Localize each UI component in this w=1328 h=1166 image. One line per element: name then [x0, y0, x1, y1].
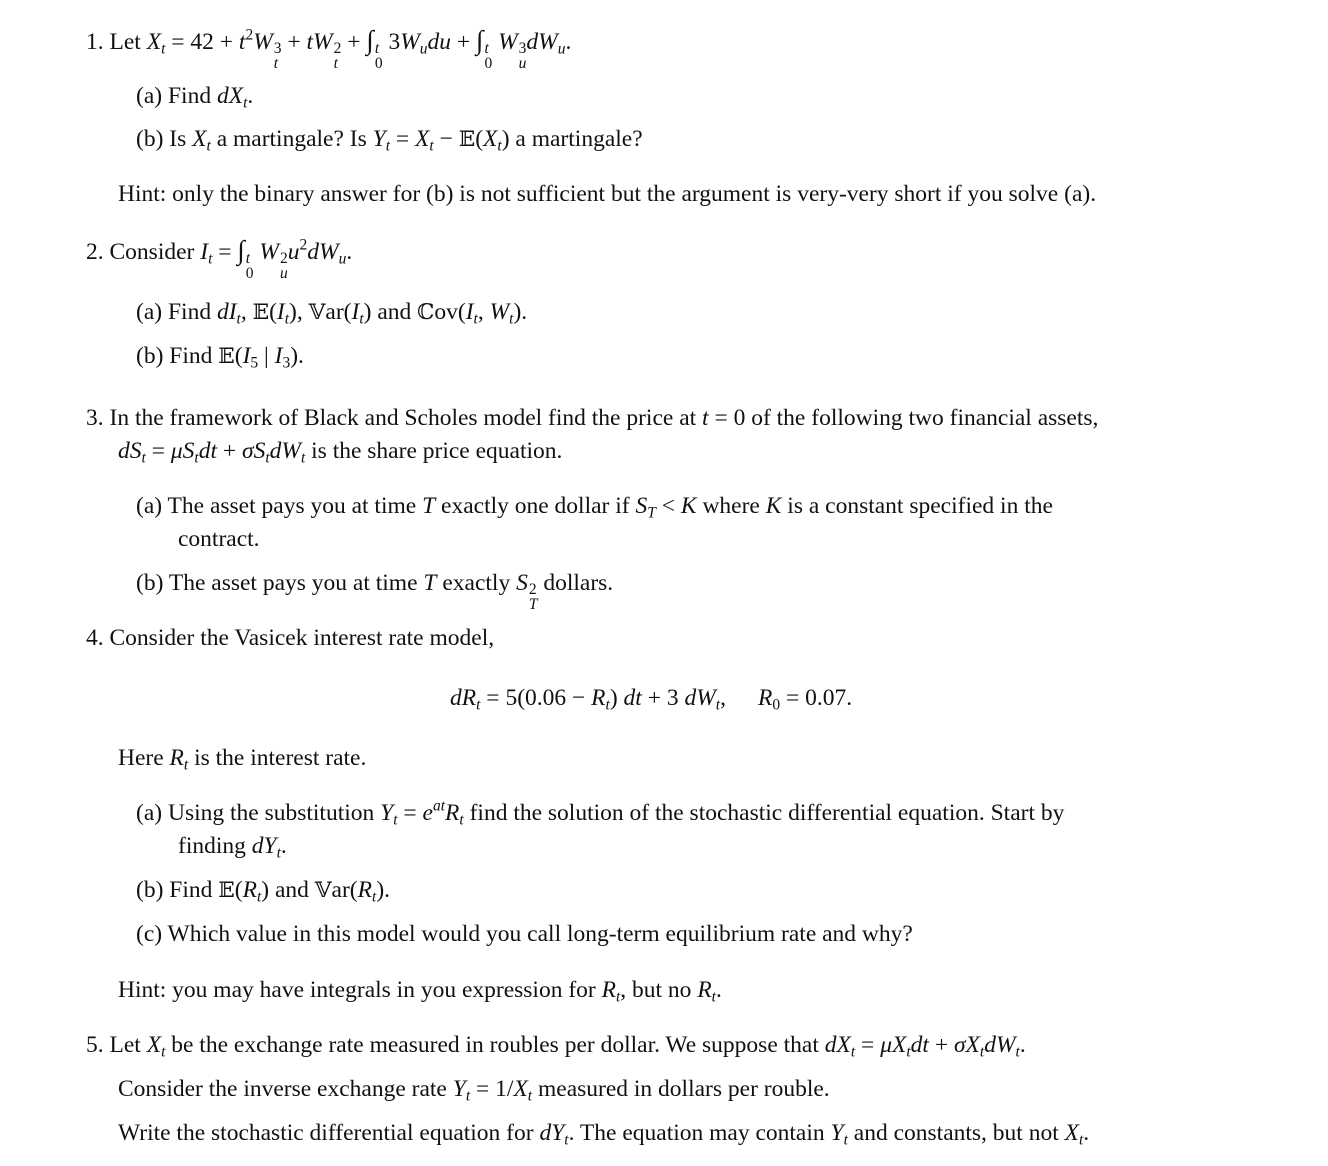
problem-5-text: . The equation may contain	[568, 1120, 825, 1146]
problem-4-lead	[86, 622, 494, 655]
part-text: is a constant specified in the	[787, 493, 1053, 519]
problem-2-lead: Consider	[109, 239, 195, 265]
math-dy-t: $dY_t$	[539, 1120, 569, 1149]
problem-4-text: is the interest rate.	[194, 745, 367, 771]
problem-2-number: 2.	[86, 239, 104, 265]
problem-4-text: Consider the Vasicek interest rate model,	[109, 625, 495, 651]
hint-text: , but no	[620, 977, 692, 1003]
equation-vasicek: $dR_t = 5(0.06 - R_t)$ dt + 3 $dW_t$, $R_0 = 0.07$.	[450, 685, 853, 714]
problem-5-text: and constants, but not	[853, 1120, 1059, 1146]
part-text: The asset pays you at time	[167, 493, 417, 519]
equation-exchange: $dX_t = \mu X_tdt + \sigma X_tdW_t$.	[824, 1032, 1026, 1061]
math-di-e-var: $dI_t$, $𝔼(I_t)$, $𝕍ar(I_t)$	[216, 299, 372, 328]
part-label: (c)	[136, 921, 163, 947]
hint-text: Hint: you may have integrals in you expression for	[118, 977, 596, 1003]
part-label: (a)	[136, 299, 163, 325]
problem-2-part-b	[136, 340, 304, 373]
part-text: The asset pays you at time	[168, 570, 418, 596]
part-text: a martingale?	[515, 126, 643, 152]
problem-3-text: In the framework of Black and Scholes model find the price at	[109, 405, 697, 431]
problem-1-part-b	[136, 123, 643, 156]
problem-5-text: Consider the inverse exchange rate	[118, 1076, 447, 1102]
equation-x-t: $X_t = 42 + t^2W$ 3 t + tW 2 t + ∫ t 0 $3W_udu$ + ∫ t 0 W 3 u $dW_u$.	[146, 25, 572, 73]
math-s-t-squared: S 2 T	[516, 570, 538, 614]
math-e-r: $𝔼(R_t)$	[218, 877, 270, 906]
problem-5-text: be the exchange rate measured in roubles per dollar. We suppose that	[171, 1032, 819, 1058]
math-dy-t: $dY_t$	[251, 833, 281, 862]
math-inverse: $Y_t = 1/X_t$	[452, 1076, 533, 1105]
problem-3-text: is the share price equation.	[311, 438, 563, 464]
problem-4-text: Here	[118, 745, 164, 771]
math-x-t: $X_t$	[146, 1032, 166, 1061]
problem-5-line-2	[118, 1073, 830, 1106]
part-text: Find	[169, 343, 213, 369]
math-y-t-def: $Y_t = X_t$ − $𝔼(X_t)$	[372, 126, 510, 155]
problem-4-part-b	[136, 874, 390, 907]
math-K: K	[765, 493, 782, 519]
part-text: Find	[167, 299, 212, 325]
part-text: and	[274, 877, 309, 903]
problem-4-part-a	[136, 797, 1064, 830]
math-cond-exp: $𝔼(I_5$ | $I_3$).	[218, 343, 304, 372]
math-x-t: $X_t$	[192, 126, 211, 155]
math-var-r: $𝕍ar(R_t)$.	[314, 877, 391, 906]
math-dx-t: $dX_t$	[216, 83, 248, 112]
problem-5-line-3: Write the stochastic differential equation for $dY_t$. The equation may contain $Y_t$ and constants, but not $X_t$.	[118, 1120, 1090, 1149]
problem-2-part-a	[136, 296, 527, 329]
problem-4-number: 4.	[86, 625, 104, 651]
math-x-t: $X_t$	[1064, 1120, 1084, 1149]
part-text: dollars.	[543, 570, 614, 596]
problem-2-statement	[86, 234, 352, 282]
part-label: (a)	[136, 800, 163, 826]
part-text: Using the substitution	[167, 800, 375, 826]
math-t-zero: t = 0	[702, 405, 746, 431]
problem-3-line-2	[118, 435, 562, 468]
part-label: (b)	[136, 126, 164, 152]
math-y-t: $Y_t$	[830, 1120, 848, 1149]
math-T: T	[423, 570, 437, 596]
part-text: find the solution of the stochastic differential equation. Start by	[469, 800, 1065, 826]
part-text: exactly one dollar if	[441, 493, 630, 519]
problem-5-text: measured in dollars per rouble.	[537, 1076, 830, 1102]
problem-1-hint: Hint: only the binary answer for (b) is not sufficient but the argument is very-very short if you solve (a).	[118, 181, 1097, 207]
problem-3-number: 3.	[86, 405, 104, 431]
math-T: T	[422, 493, 436, 519]
problem-3-text: of the following two financial assets,	[751, 405, 1099, 431]
math-st-lt-k: $S_T < K$	[635, 493, 697, 522]
problem-4-part-a-cont: finding $dY_t$.	[178, 833, 287, 862]
math-r-t: $R_t$	[601, 977, 621, 1006]
part-text: Which value in this model would you call long-term equilibrium rate and why?	[167, 921, 913, 947]
part-label: (a)	[136, 83, 163, 109]
problem-1-part-a: (a) Find $dX_t$.	[136, 83, 254, 112]
part-label: (b)	[136, 877, 164, 903]
math-cov: $ℂov(I_t$, $W_t$).	[417, 299, 528, 328]
part-text: Find	[169, 877, 213, 903]
problem-1-statement	[86, 24, 571, 72]
problem-5-text: Let	[109, 1032, 141, 1058]
math-r-t: $R_t$	[169, 745, 189, 774]
problem-4-part-c	[136, 918, 913, 951]
problem-4-hint: Hint: you may have integrals in you expression for $R_t$, but no $R_t$.	[118, 977, 722, 1006]
math-substitution: $Y_t = e^{at}R_t$	[380, 797, 464, 829]
part-text: Is	[169, 126, 187, 152]
problem-4-here	[118, 742, 366, 775]
problem-3-part-b	[136, 567, 613, 613]
part-text: and	[377, 299, 412, 325]
problem-3-part-a	[136, 490, 1053, 523]
part-label: (a)	[136, 493, 163, 519]
part-text: Find	[167, 83, 212, 109]
equation-i-t: $I_t$ = ∫ t 0 W 2 u $u^2dW_u$.	[200, 235, 353, 283]
part-text: where	[702, 493, 760, 519]
part-label: (b)	[136, 570, 164, 596]
part-text: a martingale? Is	[216, 126, 367, 152]
problem-5-line-1	[86, 1029, 1026, 1062]
part-text: finding	[178, 833, 246, 859]
problem-3-line-1	[86, 402, 1098, 435]
part-text: exactly	[442, 570, 511, 596]
problem-1-lead: Let	[109, 29, 141, 55]
problem-5-number: 5.	[86, 1032, 104, 1058]
math-r-t: $R_t$	[697, 977, 716, 1006]
problem-3-part-a-cont: contract.	[178, 526, 260, 552]
problem-5-text: Write the stochastic differential equation for	[118, 1120, 534, 1146]
problem-1-number: 1.	[86, 29, 104, 55]
part-label: (b)	[136, 343, 164, 369]
equation-share-price: $dS_t = \mu S_tdt + \sigma S_tdW_t$	[118, 438, 306, 467]
